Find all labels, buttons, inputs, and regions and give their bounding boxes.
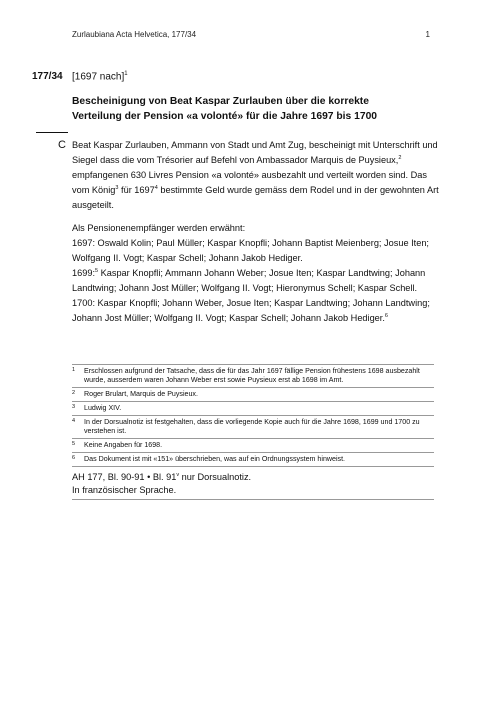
footnote-item: 5 Keine Angaben für 1698.	[72, 438, 434, 452]
footnote-ref-6: 6	[384, 312, 388, 319]
document-title	[72, 94, 442, 124]
footnote-ref-1: 1	[124, 71, 128, 77]
page-number: 1	[425, 30, 430, 39]
siglum: C	[58, 139, 66, 151]
footnote-item: 2 Roger Brulart, Marquis de Puysieux.	[72, 387, 434, 401]
recipients-1699: 1699:$^5$ Kaspar Knopfli; Ammann Johann Weber; Josue Iten; Kaspar Landtwing; Johann Landtwing; Johann Jost Müller; Wolfgang II. Vogt; Hieronymus Schell; Kaspar Schell.	[72, 267, 426, 293]
footnote-ref-5: 5	[95, 267, 99, 274]
footnotes	[72, 364, 434, 467]
date-text: [1697 nach]	[72, 71, 125, 83]
summary-paragraph: Beat Kaspar Zurlauben, Ammann von Stadt und Amt Zug, bescheinigt mit Unterschrift und Siegel dass die vom Trésorier auf Befehl von Ambassador Marquis de Puysieux,$^2$ empfangenen 630 Livres Pension «a volonté» ausbezahlt und verteilt worden sind. Das vom König$^3$ für 1697$^4$ bestimmte Geld wurde gemäss dem Rodel und in der gewohnten Art ausgeteilt.	[72, 140, 439, 210]
running-title: Zurlaubiana Acta Helvetica, 177/34	[72, 30, 197, 39]
source-note	[72, 471, 434, 500]
title-line-2: Verteilung der Pension «a volonté» für die Jahre 1697 bis 1700	[72, 111, 378, 122]
document-date	[72, 71, 128, 82]
source-reference: AH 177, Bl. 90-91 • Bl. 91$^v$ nur Dorsualnotiz.	[72, 471, 252, 482]
language-note: In französischer Sprache.	[72, 485, 177, 495]
document-body	[72, 138, 442, 326]
running-header	[72, 30, 430, 39]
footnote-item: 1 Erschlossen aufgrund der Tatsache, dass die für das Jahr 1697 fällige Pension frühestens 1698 ausbezahlt wurde, ausserdem waren Johann Weber erst sowie Puysieux erst ab 1698 im Amt.	[72, 364, 434, 387]
footnote-item: 4 In der Dorsualnotiz ist festgehalten, dass die vorliegende Kopie auch für die Jahre 1698, 1699 und 1700 zu verstehen ist.	[72, 415, 434, 438]
document-number: 177/34	[32, 71, 63, 82]
footnote-ref-3: 3	[115, 184, 119, 191]
footnote-item: 3 Ludwig XIV.	[72, 401, 434, 415]
title-line-1: Bescheinigung von Beat Kaspar Zurlauben über die korrekte	[72, 96, 369, 107]
recipients-1700: 1700: Kaspar Knopfli; Johann Weber, Josue Iten; Kaspar Landtwing; Johann Landtwing; Johann Jost Müller; Wolfgang II. Vogt; Kaspar Schell; Johann Jakob Hediger.$^6$	[72, 298, 430, 323]
footnote-ref-4: 4	[154, 184, 158, 191]
recipients-intro: Als Pensionenempfänger werden erwähnt:	[72, 223, 246, 233]
recipients-1697: 1697: Oswald Kolin; Paul Müller; Kaspar Knopfli; Johann Baptist Meienberg; Josue Iten; Wolfgang II. Vogt; Kaspar Schell; Johann Jakob Hediger.	[72, 238, 429, 263]
divider-rule	[36, 132, 68, 133]
footnote-item: 6 Das Dokument ist mit «151» überschrieben, was auf ein Ordnungssystem hinweist.	[72, 452, 434, 467]
footnote-ref-2: 2	[398, 154, 402, 161]
